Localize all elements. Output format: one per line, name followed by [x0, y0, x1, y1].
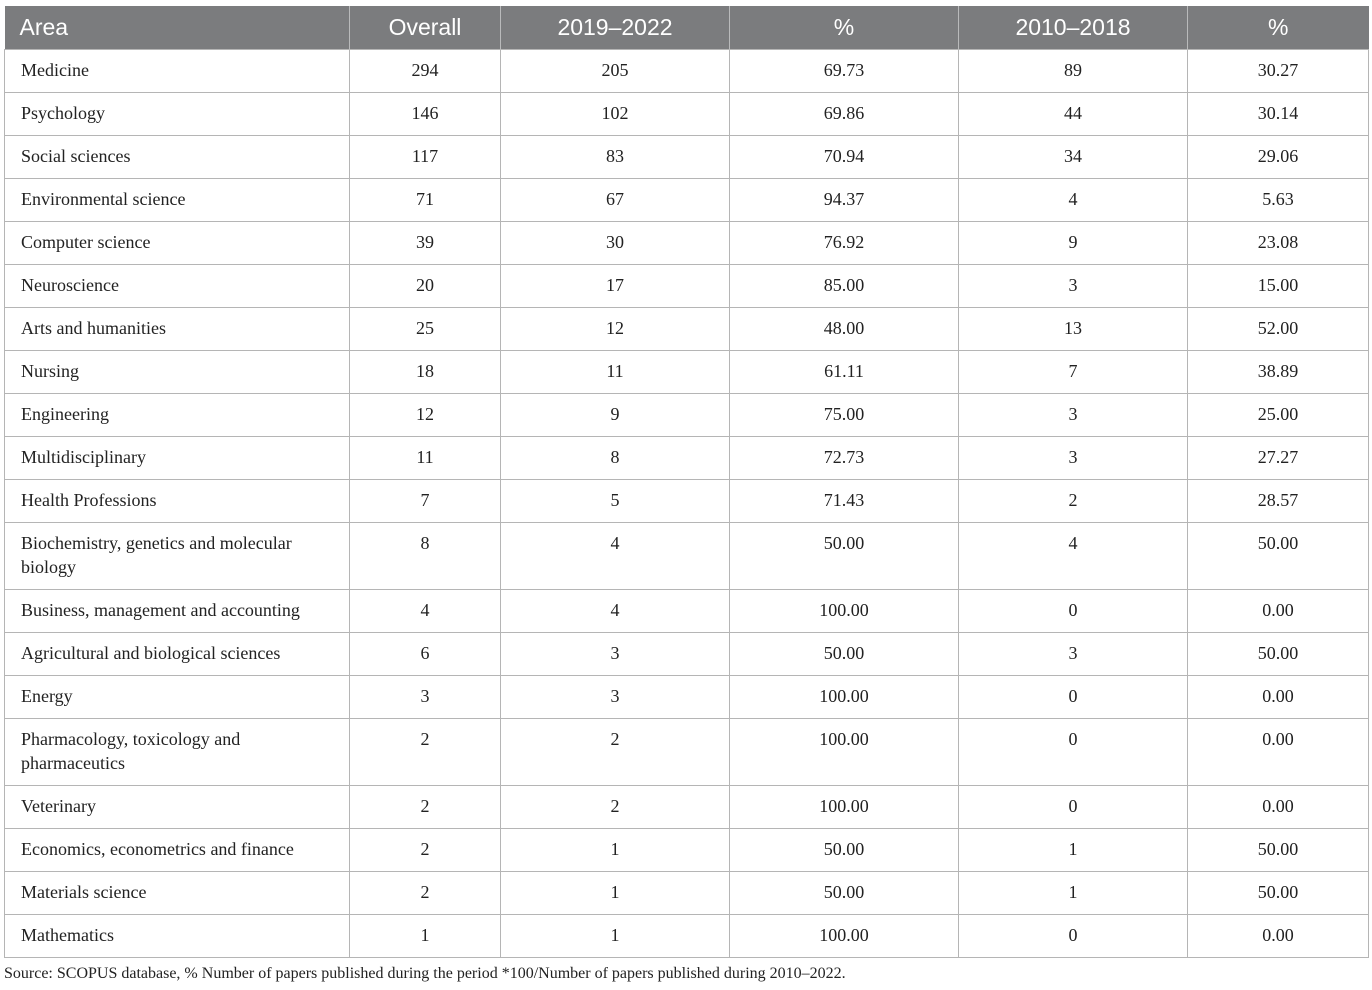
area-papers-table	[4, 6, 1369, 958]
cell-2019-2022: 4	[501, 590, 730, 633]
cell-percent-2019-2022: 50.00	[730, 829, 959, 872]
cell-percent-2019-2022: 75.00	[730, 394, 959, 437]
cell-2010-2018: 1	[959, 829, 1188, 872]
header-overall: Overall	[350, 6, 501, 50]
cell-area: Materials science	[5, 872, 350, 915]
table-row	[5, 179, 1369, 222]
cell-area: Energy	[5, 676, 350, 719]
cell-area: Biochemistry, genetics and molecular biology	[5, 523, 350, 590]
cell-overall: 2	[350, 786, 501, 829]
cell-percent-2019-2022: 94.37	[730, 179, 959, 222]
cell-2010-2018: 34	[959, 136, 1188, 179]
cell-2010-2018: 3	[959, 437, 1188, 480]
cell-2010-2018: 9	[959, 222, 1188, 265]
cell-2019-2022: 205	[501, 50, 730, 93]
cell-percent-2019-2022: 100.00	[730, 915, 959, 958]
cell-2010-2018: 7	[959, 351, 1188, 394]
table-row	[5, 265, 1369, 308]
cell-overall: 117	[350, 136, 501, 179]
cell-2019-2022: 12	[501, 308, 730, 351]
header-percent-2019-2022: %	[730, 6, 959, 50]
cell-overall: 2	[350, 872, 501, 915]
table-row	[5, 308, 1369, 351]
cell-2010-2018: 3	[959, 265, 1188, 308]
cell-percent-2019-2022: 61.11	[730, 351, 959, 394]
cell-percent-2010-2018: 52.00	[1188, 308, 1369, 351]
cell-2010-2018: 0	[959, 676, 1188, 719]
cell-2010-2018: 13	[959, 308, 1188, 351]
table-header-row	[5, 6, 1369, 50]
cell-percent-2010-2018: 0.00	[1188, 590, 1369, 633]
cell-percent-2019-2022: 50.00	[730, 872, 959, 915]
cell-2010-2018: 0	[959, 719, 1188, 786]
cell-2010-2018: 0	[959, 786, 1188, 829]
cell-overall: 4	[350, 590, 501, 633]
header-2010-2018: 2010–2018	[959, 6, 1188, 50]
table-row	[5, 786, 1369, 829]
cell-2019-2022: 3	[501, 633, 730, 676]
cell-percent-2019-2022: 50.00	[730, 633, 959, 676]
cell-2019-2022: 1	[501, 829, 730, 872]
cell-percent-2010-2018: 0.00	[1188, 915, 1369, 958]
cell-area: Agricultural and biological sciences	[5, 633, 350, 676]
cell-area: Multidisciplinary	[5, 437, 350, 480]
cell-2010-2018: 0	[959, 915, 1188, 958]
cell-percent-2010-2018: 38.89	[1188, 351, 1369, 394]
cell-overall: 2	[350, 719, 501, 786]
cell-overall: 7	[350, 480, 501, 523]
table-row	[5, 222, 1369, 265]
cell-percent-2010-2018: 5.63	[1188, 179, 1369, 222]
cell-2010-2018: 4	[959, 523, 1188, 590]
cell-2019-2022: 30	[501, 222, 730, 265]
cell-area: Psychology	[5, 93, 350, 136]
cell-area: Mathematics	[5, 915, 350, 958]
cell-percent-2010-2018: 28.57	[1188, 480, 1369, 523]
cell-percent-2010-2018: 50.00	[1188, 523, 1369, 590]
cell-overall: 294	[350, 50, 501, 93]
cell-area: Engineering	[5, 394, 350, 437]
cell-percent-2019-2022: 85.00	[730, 265, 959, 308]
cell-2019-2022: 5	[501, 480, 730, 523]
cell-overall: 39	[350, 222, 501, 265]
cell-2019-2022: 8	[501, 437, 730, 480]
cell-area: Computer science	[5, 222, 350, 265]
cell-2019-2022: 17	[501, 265, 730, 308]
cell-percent-2019-2022: 71.43	[730, 480, 959, 523]
cell-area: Social sciences	[5, 136, 350, 179]
cell-percent-2010-2018: 50.00	[1188, 633, 1369, 676]
cell-2019-2022: 4	[501, 523, 730, 590]
cell-2019-2022: 11	[501, 351, 730, 394]
table-row	[5, 633, 1369, 676]
cell-2019-2022: 83	[501, 136, 730, 179]
cell-percent-2019-2022: 70.94	[730, 136, 959, 179]
cell-percent-2019-2022: 76.92	[730, 222, 959, 265]
cell-2010-2018: 0	[959, 590, 1188, 633]
table-row	[5, 437, 1369, 480]
cell-2010-2018: 3	[959, 394, 1188, 437]
cell-area: Medicine	[5, 50, 350, 93]
cell-2010-2018: 3	[959, 633, 1188, 676]
cell-percent-2019-2022: 100.00	[730, 590, 959, 633]
cell-percent-2019-2022: 50.00	[730, 523, 959, 590]
cell-percent-2010-2018: 27.27	[1188, 437, 1369, 480]
cell-2010-2018: 44	[959, 93, 1188, 136]
cell-2019-2022: 2	[501, 719, 730, 786]
cell-area: Veterinary	[5, 786, 350, 829]
cell-percent-2010-2018: 23.08	[1188, 222, 1369, 265]
cell-percent-2010-2018: 30.14	[1188, 93, 1369, 136]
cell-percent-2019-2022: 72.73	[730, 437, 959, 480]
table-row	[5, 915, 1369, 958]
cell-overall: 71	[350, 179, 501, 222]
cell-percent-2010-2018: 29.06	[1188, 136, 1369, 179]
cell-overall: 11	[350, 437, 501, 480]
cell-2019-2022: 3	[501, 676, 730, 719]
cell-overall: 20	[350, 265, 501, 308]
table-body	[5, 50, 1369, 958]
cell-percent-2010-2018: 30.27	[1188, 50, 1369, 93]
cell-percent-2010-2018: 50.00	[1188, 872, 1369, 915]
cell-2010-2018: 4	[959, 179, 1188, 222]
cell-overall: 8	[350, 523, 501, 590]
cell-area: Business, management and accounting	[5, 590, 350, 633]
cell-2010-2018: 1	[959, 872, 1188, 915]
table-row	[5, 872, 1369, 915]
table-row	[5, 93, 1369, 136]
cell-2019-2022: 9	[501, 394, 730, 437]
table-row	[5, 351, 1369, 394]
cell-2019-2022: 102	[501, 93, 730, 136]
table-row	[5, 523, 1369, 590]
cell-percent-2010-2018: 15.00	[1188, 265, 1369, 308]
cell-area: Economics, econometrics and finance	[5, 829, 350, 872]
table-row	[5, 50, 1369, 93]
table-footnote: Source: SCOPUS database, % Number of papers published during the period *100/Number of papers published during 2010–2022.	[4, 965, 846, 982]
cell-overall: 6	[350, 633, 501, 676]
cell-2010-2018: 2	[959, 480, 1188, 523]
cell-percent-2010-2018: 0.00	[1188, 676, 1369, 719]
data-table-container	[4, 6, 1368, 958]
cell-2019-2022: 1	[501, 915, 730, 958]
cell-percent-2010-2018: 0.00	[1188, 786, 1369, 829]
table-row	[5, 136, 1369, 179]
cell-overall: 18	[350, 351, 501, 394]
table-row	[5, 829, 1369, 872]
cell-percent-2019-2022: 69.86	[730, 93, 959, 136]
cell-area: Neuroscience	[5, 265, 350, 308]
header-percent-2010-2018: %	[1188, 6, 1369, 50]
cell-area: Pharmacology, toxicology and pharmaceutics	[5, 719, 350, 786]
cell-overall: 12	[350, 394, 501, 437]
header-2019-2022: 2019–2022	[501, 6, 730, 50]
cell-area: Health Professions	[5, 480, 350, 523]
cell-area: Arts and humanities	[5, 308, 350, 351]
cell-overall: 3	[350, 676, 501, 719]
cell-percent-2019-2022: 69.73	[730, 50, 959, 93]
cell-overall: 2	[350, 829, 501, 872]
cell-percent-2010-2018: 50.00	[1188, 829, 1369, 872]
table-row	[5, 676, 1369, 719]
cell-overall: 146	[350, 93, 501, 136]
cell-2010-2018: 89	[959, 50, 1188, 93]
header-area: Area	[5, 6, 350, 50]
cell-overall: 1	[350, 915, 501, 958]
cell-2019-2022: 67	[501, 179, 730, 222]
table-row	[5, 719, 1369, 786]
cell-percent-2019-2022: 100.00	[730, 719, 959, 786]
cell-area: Environmental science	[5, 179, 350, 222]
table-row	[5, 590, 1369, 633]
cell-percent-2010-2018: 25.00	[1188, 394, 1369, 437]
cell-percent-2010-2018: 0.00	[1188, 719, 1369, 786]
cell-overall: 25	[350, 308, 501, 351]
cell-percent-2019-2022: 48.00	[730, 308, 959, 351]
cell-area: Nursing	[5, 351, 350, 394]
cell-percent-2019-2022: 100.00	[730, 786, 959, 829]
table-row	[5, 480, 1369, 523]
table-row	[5, 394, 1369, 437]
cell-percent-2019-2022: 100.00	[730, 676, 959, 719]
cell-2019-2022: 1	[501, 872, 730, 915]
cell-2019-2022: 2	[501, 786, 730, 829]
